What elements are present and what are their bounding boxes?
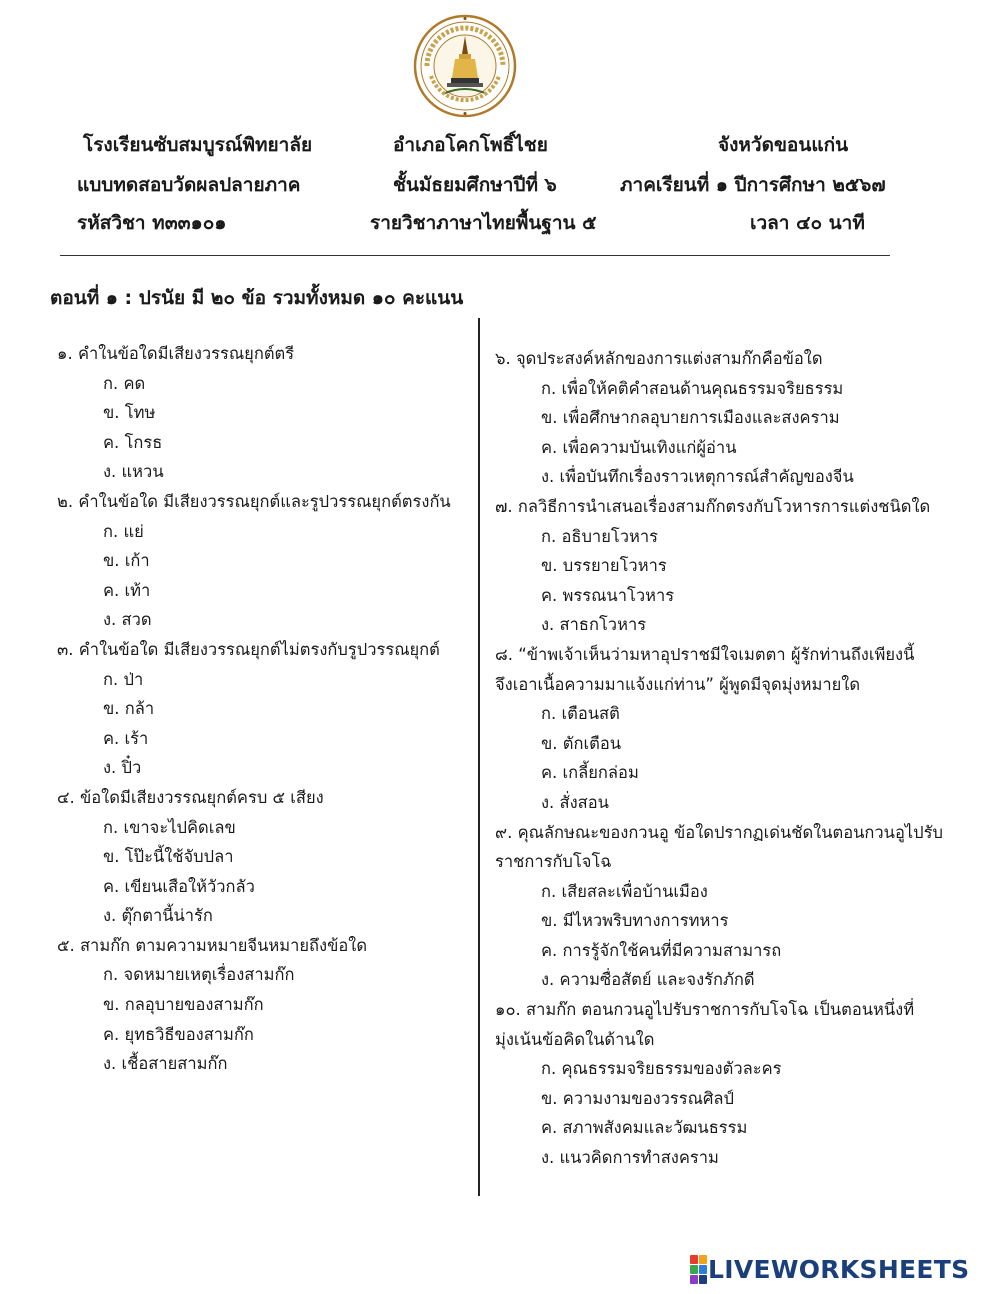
option[interactable]: ข. กล้า <box>103 699 155 719</box>
header-subject-name: รายวิชาภาษาไทยพื้นฐาน ๕ <box>370 212 597 234</box>
option[interactable]: ค. เร้า <box>103 728 149 748</box>
question-text-continued: มุ่งเน้นข้อคิดในด้านใด <box>495 1029 655 1049</box>
option[interactable]: ข. บรรยายโวหาร <box>541 556 667 576</box>
question-text: ๙. คุณลักษณะของกวนอู ข้อใดปรากฏเด่นชัดในตอนกวนอูไปรับ <box>495 822 943 842</box>
option[interactable]: ก. คด <box>103 373 146 393</box>
option[interactable]: ค. เกลี้ยกล่อม <box>541 763 639 783</box>
questions-right-column <box>495 344 943 1173</box>
question-7 <box>495 492 935 640</box>
question-text: ๘. “ข้าพเจ้าเห็นว่ามหาอุปราชมีใจเมตตา ผู้รักท่านถึงเพียงนี้ <box>495 644 915 664</box>
question-text: ๑๐. สามก๊ก ตอนกวนอูไปรับราชการกับโจโฉ เป็นตอนหนึ่งที่ <box>495 1000 915 1020</box>
option[interactable]: ข. โทษ <box>103 403 156 423</box>
option[interactable]: ง. สวด <box>103 610 152 630</box>
liveworksheets-watermark <box>690 1252 969 1286</box>
question-1 <box>57 339 472 487</box>
option[interactable]: ก. จดหมายเหตุเรื่องสามก๊ก <box>103 965 295 985</box>
option[interactable]: ง. เชื้อสายสามก๊ก <box>103 1054 228 1074</box>
option[interactable]: ค. เท้า <box>103 580 151 600</box>
option[interactable]: ค. ยุทธวิธีของสามก๊ก <box>103 1024 254 1044</box>
option[interactable]: ค. พรรณนาโวหาร <box>541 585 675 605</box>
question-9 <box>495 818 943 996</box>
option[interactable]: ง. เพื่อบันทึกเรื่องราวเหตุการณ์สำคัญของจีน <box>541 467 854 487</box>
option[interactable]: ก. เตือนสติ <box>541 704 620 724</box>
option[interactable]: ก. คุณธรรมจริยธรรมของตัวละคร <box>541 1059 782 1079</box>
option[interactable]: ค. สภาพสังคมและวัฒนธรรม <box>541 1118 748 1138</box>
question-6 <box>495 344 935 492</box>
option[interactable]: ข. ตักเตือน <box>541 733 622 753</box>
option[interactable]: ก. เขาจะไปคิดเลข <box>103 817 236 837</box>
question-text: ๑. คำในข้อใดมีเสียงวรรณยุกต์ตรี <box>57 344 295 363</box>
question-3 <box>57 635 472 783</box>
option[interactable]: ง. แนวคิดการทำสงคราม <box>541 1148 719 1168</box>
header-subject-code: รหัสวิชา ท๓๓๑๐๑ <box>77 212 227 234</box>
option[interactable]: ค. เขียนเสือให้วัวกลัว <box>103 876 255 896</box>
question-2 <box>57 487 472 635</box>
option[interactable]: ข. โป๊ะนี้ใช้จับปลา <box>103 847 234 867</box>
questions-left-column <box>57 339 472 1079</box>
option[interactable]: ก. เสียสละเพื่อบ้านเมือง <box>541 881 708 901</box>
header-grade: ชั้นมัธยมศึกษาปีที่ ๖ <box>393 174 557 196</box>
question-5 <box>57 931 472 1079</box>
question-text: ๔. ข้อใดมีเสียงวรรณยุกต์ครบ ๕ เสียง <box>57 787 324 807</box>
question-8 <box>495 640 935 818</box>
header-district: อำเภอโคกโพธิ์ไชย <box>393 134 548 156</box>
option[interactable]: ค. เพื่อความบันเทิงแก่ผู้อ่าน <box>541 437 737 457</box>
option[interactable]: ข. มีไหวพริบทางการทหาร <box>541 911 729 931</box>
header-time: เวลา ๔๐ นาที <box>750 212 865 234</box>
column-divider <box>478 318 480 1196</box>
liveworksheets-logo-icon <box>690 1255 706 1283</box>
liveworksheets-logo-text: LIVEWORKSHEETS <box>708 1254 970 1284</box>
option[interactable]: ก. ป่า <box>103 669 144 689</box>
option[interactable]: ก. แย่ <box>103 521 144 541</box>
question-10 <box>495 995 935 1173</box>
option[interactable]: ง. ตุ๊กตานี้น่ารัก <box>103 906 213 926</box>
option[interactable]: ข. เก้า <box>103 551 150 571</box>
question-text: ๒. คำในข้อใด มีเสียงวรรณยุกต์และรูปวรรณยุกต์ตรงกัน <box>57 491 451 511</box>
question-text-continued: ราชการกับโจโฉ <box>495 852 612 872</box>
header-semester: ภาคเรียนที่ ๑ ปีการศึกษา ๒๕๖๗ <box>620 174 886 196</box>
option[interactable]: ง. สาธกโวหาร <box>541 615 647 635</box>
header-school-name: โรงเรียนซับสมบูรณ์พิทยาลัย <box>83 134 313 156</box>
section-title: ตอนที่ ๑ : ปรนัย มี ๒๐ ข้อ รวมทั้งหมด ๑๐ คะแนน <box>50 287 464 309</box>
question-4 <box>57 783 472 931</box>
school-seal-logo <box>413 14 517 118</box>
option[interactable]: ค. โกรธ <box>103 432 163 452</box>
option[interactable]: ง. ความซื่อสัตย์ และจงรักภักดี <box>541 970 755 990</box>
question-text-continued: จึงเอาเนื้อความมาแจ้งแก่ท่าน” ผู้พูดมีจุดมุ่งหมายใด <box>495 674 861 694</box>
question-text: ๖. จุดประสงค์หลักของการแต่งสามก๊กคือข้อใด <box>495 349 823 368</box>
header-divider <box>60 255 890 256</box>
option[interactable]: ง. สั่งสอน <box>541 792 609 812</box>
option[interactable]: ค. การรู้จักใช้คนที่มีความสามารถ <box>541 940 782 960</box>
option[interactable]: ข. เพื่อศึกษากลอุบายการเมืองและสงคราม <box>541 408 840 428</box>
option[interactable]: ข. ความงามของวรรณศิลป์ <box>541 1088 735 1108</box>
option[interactable]: ง. แหวน <box>103 462 164 482</box>
question-text: ๗. กลวิธีการนำเสนอเรื่องสามก๊กตรงกับโวหารการแต่งชนิดใด <box>495 496 931 516</box>
header-exam-type: แบบทดสอบวัดผลปลายภาค <box>77 174 301 196</box>
header-province: จังหวัดขอนแก่น <box>718 134 849 156</box>
option[interactable]: ก. อธิบายโวหาร <box>541 526 658 546</box>
option[interactable]: ก. เพื่อให้คติคำสอนด้านคุณธรรมจริยธรรม <box>541 378 844 398</box>
question-text: ๓. คำในข้อใด มีเสียงวรรณยุกต์ไม่ตรงกับรูปวรรณยุกต์ <box>57 639 440 659</box>
option[interactable]: ง. ปิ๋ว <box>103 758 142 778</box>
option[interactable]: ข. กลอุบายของสามก๊ก <box>103 995 264 1015</box>
question-text: ๕. สามก๊ก ตามความหมายจีนหมายถึงข้อใด <box>57 935 368 955</box>
